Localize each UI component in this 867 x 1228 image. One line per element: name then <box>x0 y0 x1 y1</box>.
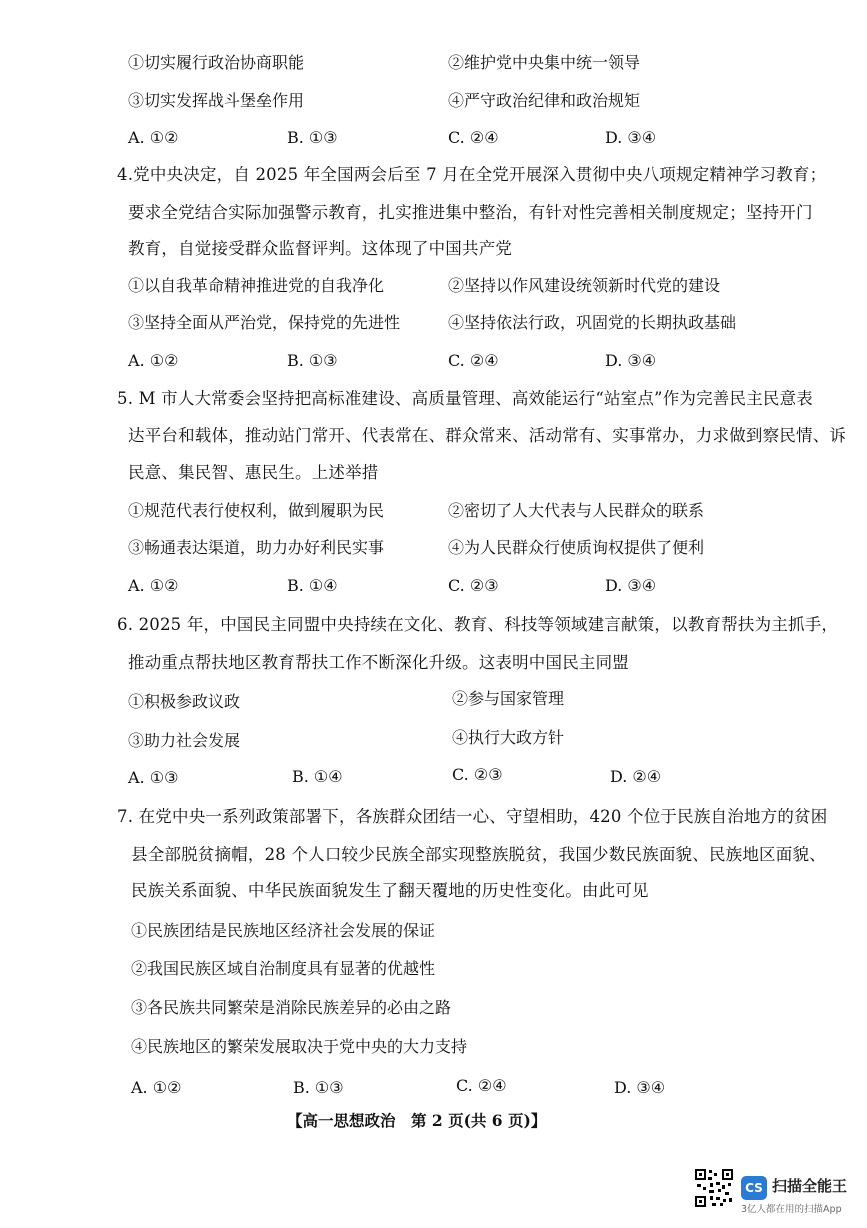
q4-option-3: ③坚持全面从严治党，保持党的先进性 <box>128 313 401 332</box>
q5-choice-c: C. ②③ <box>448 576 499 595</box>
q5-option-3: ③畅通表达渠道，助力办好利民实事 <box>128 538 385 557</box>
q6-option-2: ②参与国家管理 <box>452 689 565 708</box>
q4-option-4: ④坚持依法行政，巩固党的长期执政基础 <box>448 313 737 332</box>
q7-option-1: ①民族团结是民族地区经济社会发展的保证 <box>131 921 436 940</box>
q6-choice-d: D. ②④ <box>610 767 662 786</box>
q5-option-2: ②密切了人大代表与人民群众的联系 <box>448 501 705 520</box>
q7-choice-b: B. ①③ <box>293 1078 344 1097</box>
q7-choice-a: A. ①② <box>131 1078 182 1097</box>
page-footer: 【高一思想政治 第 2 页(共 6 页)】 <box>287 1111 547 1130</box>
q5-stem-line-1: 5. M 市人大常委会坚持把高标准建设、高质量管理、高效能运行“站室点”作为完善民主民意表 <box>117 389 813 408</box>
q4-stem-line-3: 教育，自觉接受群众监督评判。这体现了中国共产党 <box>128 239 513 258</box>
q7-choice-d: D. ③④ <box>614 1078 666 1097</box>
camscanner-logo-icon: CS <box>741 1176 767 1200</box>
q6-stem-line-2: 推动重点帮扶地区教育帮扶工作不断深化升级。这表明中国民主同盟 <box>128 653 629 672</box>
q6-option-4: ④执行大政方针 <box>452 728 565 747</box>
q3-choice-a: A. ①② <box>128 128 179 147</box>
q6-choice-a: A. ①③ <box>128 768 179 787</box>
q3-option-3: ③切实发挥战斗堡垒作用 <box>128 91 305 110</box>
q4-option-2: ②坚持以作风建设统领新时代党的建设 <box>448 276 721 295</box>
q5-stem-line-3: 民意、集民智、惠民生。上述举措 <box>128 463 379 482</box>
q7-stem-line-1: 7. 在党中央一系列政策部署下，各族群众团结一心、守望相助，420 个位于民族自治地方的贫困 <box>117 807 828 826</box>
q7-stem-line-3: 民族关系面貌、中华民族面貌发生了翻天覆地的历史性变化。由此可见 <box>131 881 649 900</box>
q7-stem-line-2: 县全部脱贫摘帽，28 个人口较少民族全部实现整族脱贫，我国少数民族面貌、民族地区面貌、 <box>131 845 826 864</box>
q3-choice-b: B. ①③ <box>287 128 338 147</box>
q4-choice-b: B. ①③ <box>287 351 338 370</box>
q7-option-3: ③各民族共同繁荣是消除民族差异的必由之路 <box>131 998 452 1017</box>
q3-choice-d: D. ③④ <box>605 128 657 147</box>
q4-stem-line-1: 4.党中央决定，自 2025 年全国两会后至 7 月在全党开展深入贯彻中央八项规定精神学习教育； <box>117 165 827 184</box>
q4-option-1: ①以自我革命精神推进党的自我净化 <box>128 276 385 295</box>
q5-choice-a: A. ①② <box>128 576 179 595</box>
q5-choice-d: D. ③④ <box>605 576 657 595</box>
q3-option-4: ④严守政治纪律和政治规矩 <box>448 91 641 110</box>
qr-code-icon <box>694 1168 734 1208</box>
q3-option-1: ①切实履行政治协商职能 <box>128 53 305 72</box>
q7-option-2: ②我国民族区域自治制度具有显著的优越性 <box>131 959 436 978</box>
q3-choice-c: C. ②④ <box>448 128 499 147</box>
q4-stem-line-2: 要求全党结合实际加强警示教育，扎实推进集中整治，有针对性完善相关制度规定；坚持开门 <box>128 203 813 222</box>
q4-choice-a: A. ①② <box>128 351 179 370</box>
q6-option-1: ①积极参政议政 <box>128 692 241 711</box>
q6-choice-b: B. ①④ <box>292 767 343 786</box>
q4-choice-c: C. ②④ <box>448 351 499 370</box>
scanner-app-name: 扫描全能王 <box>772 1177 848 1195</box>
q5-choice-b: B. ①④ <box>287 576 338 595</box>
scanner-app-tagline: 3亿人都在用的扫描App <box>741 1204 842 1215</box>
q6-option-3: ③助力社会发展 <box>128 731 241 750</box>
q3-option-2: ②维护党中央集中统一领导 <box>448 53 641 72</box>
q6-choice-c: C. ②③ <box>452 765 503 784</box>
q7-choice-c: C. ②④ <box>456 1076 507 1095</box>
q5-stem-line-2: 达平台和载体，推动站门常开、代表常在、群众常来、活动常有、实事常办，力求做到察民情、诉 <box>128 426 847 445</box>
q7-option-4: ④民族地区的繁荣发展取决于党中央的大力支持 <box>131 1037 468 1056</box>
q6-stem-line-1: 6. 2025 年，中国民主同盟中央持续在文化、教育、科技等领域建言献策，以教育帮扶为主抓手， <box>117 615 839 634</box>
q4-choice-d: D. ③④ <box>605 351 657 370</box>
q5-option-4: ④为人民群众行使质询权提供了便利 <box>448 538 705 557</box>
q5-option-1: ①规范代表行使权利，做到履职为民 <box>128 501 385 520</box>
